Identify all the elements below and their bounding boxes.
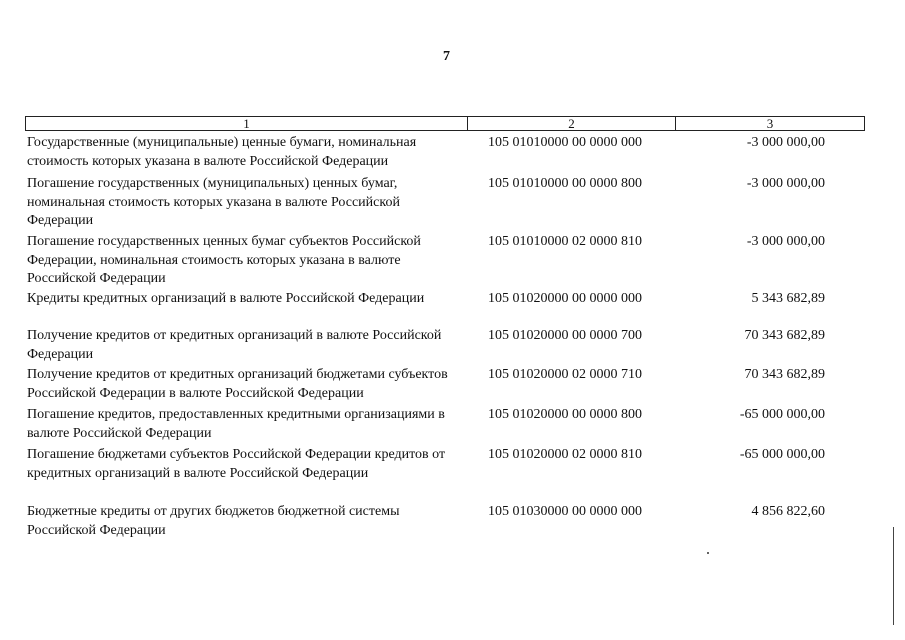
row-name: Бюджетные кредиты от других бюджетов бюджетной системы Российской Федерации [27,504,400,538]
row-name: Погашение бюджетами субъектов Российской Федерации кредитов от кредитных организаций в валюте Российской Федерации [27,447,446,481]
table-header [25,116,865,131]
row-amount: 4 856 822,60 [751,504,825,519]
header-col-3: 3 [766,116,774,131]
row-code: 105 01020000 02 0000 710 [488,367,642,382]
scan-speck [707,552,709,554]
row-name: Погашение государственных ценных бумаг субъектов Российской Федерации, номинальная стоимость которых указана в валюте Российской Федерации [27,234,421,286]
row-amount: -3 000 000,00 [746,135,825,150]
row-amount: -3 000 000,00 [746,176,825,191]
row-code: 105 01010000 00 0000 800 [488,176,642,191]
page-number: 7 [443,49,450,64]
row-amount: 70 343 682,89 [744,328,825,343]
row-code: 105 01020000 02 0000 810 [488,447,642,462]
row-code: 105 01020000 00 0000 700 [488,328,642,343]
row-amount: -65 000 000,00 [739,447,825,462]
row-code: 105 01010000 00 0000 000 [488,135,642,150]
header-col-2: 2 [468,117,676,130]
row-name: Погашение государственных (муниципальных) ценных бумаг, номинальная стоимость которых указана в валюте Российской Федерации [27,176,400,228]
row-name: Получение кредитов от кредитных организаций бюджетами субъектов Российской Федерации в валюте Российской Федерации [27,367,448,401]
row-amount: -3 000 000,00 [746,234,825,249]
row-name: Кредиты кредитных организаций в валюте Российской Федерации [27,291,425,306]
row-code: 105 01030000 00 0000 000 [488,504,642,519]
row-code: 105 01010000 02 0000 810 [488,234,642,249]
scan-edge-line [893,527,894,625]
row-amount: -65 000 000,00 [739,407,825,422]
row-name: Получение кредитов от кредитных организаций в валюте Российской Федерации [27,328,442,362]
row-name: Государственные (муниципальные) ценные бумаги, номинальная стоимость которых указана в валюте Российской Федерации [27,135,417,169]
row-amount: 5 343 682,89 [751,291,825,306]
row-code: 105 01020000 00 0000 000 [488,291,642,306]
header-col-1: 1 [26,117,468,130]
row-code: 105 01020000 00 0000 800 [488,407,642,422]
row-amount: 70 343 682,89 [744,367,825,382]
row-name: Погашение кредитов, предоставленных кредитными организациями в валюте Российской Федерации [27,407,445,441]
